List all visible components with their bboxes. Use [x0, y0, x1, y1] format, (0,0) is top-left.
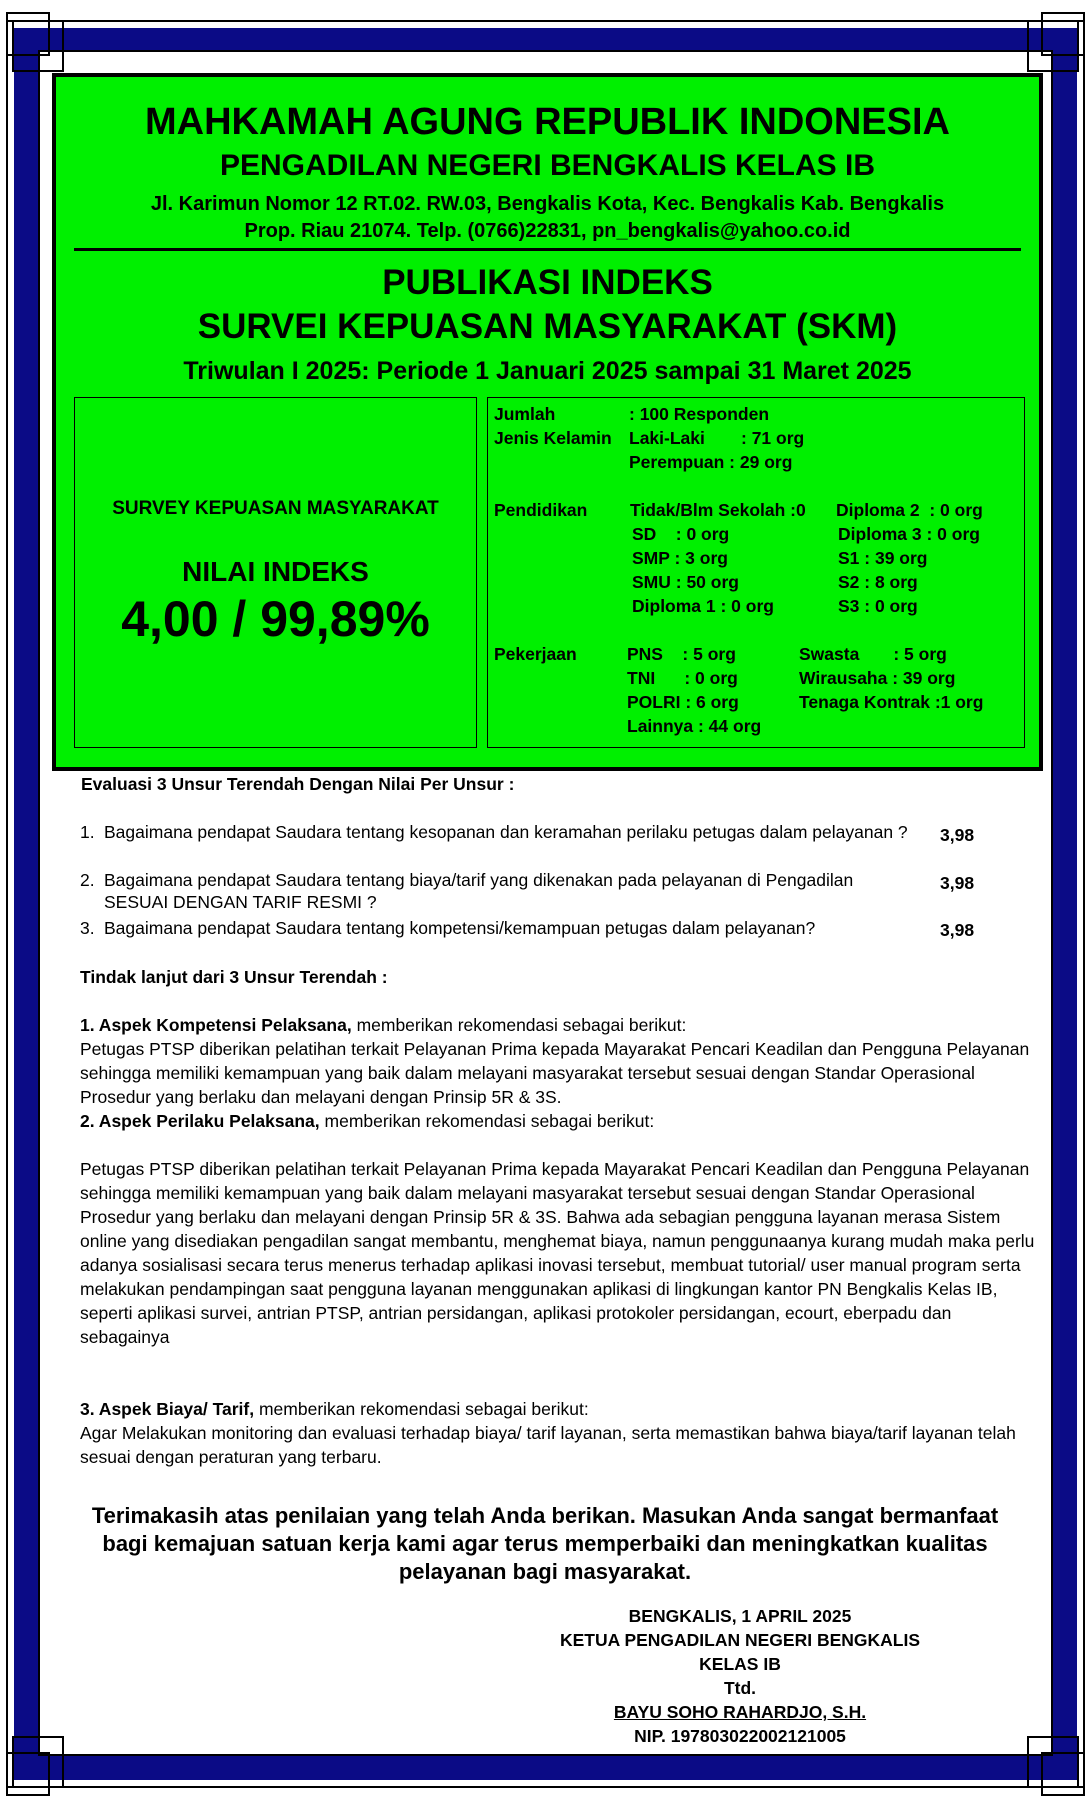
jumlah-label: Jumlah — [494, 404, 556, 424]
org-name: MAHKAMAH AGUNG REPUBLIK INDONESIA — [144, 101, 951, 143]
header-panel — [52, 73, 1043, 771]
signatory-name: BAYU SOHO RAHARDJO, S.H. — [613, 1702, 867, 1722]
evaluation-title: Evaluasi 3 Unsur Terendah Dengan Nilai Per Unsur : — [81, 774, 515, 794]
evaluation-item — [80, 821, 920, 843]
edu-item: SMU : 50 org — [632, 572, 739, 592]
aspect-1-body: Petugas PTSP diberikan pelatihan terkait Pelayanan Prima kepada Mayarakat Pencari Keadilan dan Pengguna Pelayanan sehingga memiliki kemampuan yang baik dalam melayani masyarakat tersebut sesuai dengan Standar Operasional Prosedur yang berlaku dan melayani dengan Prinsip 5R & 3S. — [80, 1039, 1030, 1107]
aspect-2-body: Petugas PTSP diberikan pelatihan terkait Pelayanan Prima kepada Mayarakat Pencari Keadilan dan Pengguna Pelayanan sehingga memiliki kemampuan yang baik dalam melayani masyarakat tersebut sesuai dengan Standar Operasional Prosedur yang berlaku dan melayani dengan Prinsip 5R & 3S. Bahwa ada sebagian pengguna layanan merasa Sistem online yang disediakan pengadilan sangat membantu, menghemat biaya, namun penggunaanya kurang mudah maka perlu adanya sosialisasi secara terus menerus terhadap aplikasi inovasi tersebut, membuat tutorial/ user manual program serta melakukan pendampingan saat pengguna layanan menggunakan aplikasi di lingkungan kantor PN Bengkalis Kelas IB, seperti aplikasi survei, antrian PTSP, antrian persidangan, aplikasi protokoler persidangan, ecourt, eberpadu dan sebagainya — [80, 1159, 1035, 1347]
aspect-1-label: 1. Aspek Kompetensi Pelaksana, — [80, 1015, 352, 1035]
jk-label: Jenis Kelamin — [494, 428, 612, 448]
corner-ornament — [12, 20, 64, 72]
signature-block — [540, 1604, 940, 1748]
job-item: TNI : 0 org — [627, 668, 738, 688]
aspect-1-heading — [80, 1013, 1040, 1037]
job-item: Wirausaha : 39 org — [799, 668, 956, 688]
edu-item: Diploma 3 : 0 org — [838, 524, 980, 544]
followup-title: Tindak lanjut dari 3 Unsur Terendah : — [80, 967, 388, 987]
period: Triwulan I 2025: Periode 1 Januari 2025 sampai 31 Maret 2025 — [183, 357, 912, 385]
laki-value: : 71 org — [741, 428, 805, 448]
aspect-2-label: 2. Aspek Perilaku Pelaksana, — [80, 1111, 320, 1131]
edu-item: S1 : 39 org — [838, 548, 928, 568]
corner-ornament — [12, 1736, 64, 1788]
edu-item: Diploma 2 : 0 org — [836, 500, 983, 520]
item-number: 2. — [80, 870, 95, 890]
ttd: Ttd. — [723, 1678, 757, 1698]
position-line-1: KETUA PENGADILAN NEGERI BENGKALIS — [559, 1630, 921, 1650]
aspect-2-heading — [80, 1109, 1040, 1133]
signatory-nip: NIP. 197803022002121005 — [634, 1726, 846, 1746]
edu-item: SD : 0 org — [632, 524, 730, 544]
place-date: BENGKALIS, 1 APRIL 2025 — [628, 1606, 852, 1626]
job-item: PNS : 5 org — [627, 644, 736, 664]
address-line-2: Prop. Riau 21074. Telp. (0766)22831, pn_bengkalis@yahoo.co.id — [244, 220, 851, 242]
aspect-3-body: Agar Melakukan monitoring dan evaluasi terhadap biaya/ tarif layanan, serta memastikan bahwa biaya/tarif layanan telah sesuai dengan peraturan yang terbaru. — [80, 1423, 1016, 1467]
address — [56, 191, 1039, 245]
thanks-message: Terimakasih atas penilaian yang telah Anda berikan. Masukan Anda sangat bermanfaat bagi kemajuan satuan kerja kami agar terus memperbaiki dan meningkatkan kualitas pelayanan bagi masyarakat. — [91, 1503, 999, 1584]
aspect-2-tail: memberikan rekomendasi sebagai berikut: — [319, 1111, 655, 1131]
item-text: Bagaimana pendapat Saudara tentang kesopanan dan keramahan perilaku petugas dalam pelayanan ? — [104, 822, 908, 842]
evaluation-item — [80, 917, 920, 939]
nilai-value: 4,00 / 99,89% — [121, 591, 430, 647]
index-box — [74, 397, 477, 748]
court-name: PENGADILAN NEGERI BENGKALIS KELAS IB — [219, 149, 876, 182]
evaluation-item — [80, 869, 920, 913]
edu-item: Diploma 1 : 0 org — [632, 596, 774, 616]
item-number: 1. — [80, 822, 95, 842]
edu-item: S2 : 8 org — [838, 572, 918, 592]
survey-label: SURVEY KEPUASAN MASYARAKAT — [112, 498, 439, 519]
item-score: 3,98 — [940, 920, 975, 940]
jumlah-value: : 100 Responden — [629, 404, 770, 424]
publication-title: PUBLIKASI INDEKS — [382, 263, 713, 302]
corner-ornament — [1027, 20, 1079, 72]
aspect-1-tail: memberikan rekomendasi sebagai berikut: — [351, 1015, 687, 1035]
job-item: Swasta : 5 org — [799, 644, 947, 664]
edu-item: S3 : 0 org — [838, 596, 918, 616]
item-score: 3,98 — [940, 873, 975, 893]
job-item: Lainnya : 44 org — [627, 716, 762, 736]
respondent-stats — [487, 397, 1025, 748]
aspect-3-heading — [80, 1397, 1040, 1421]
item-text: Bagaimana pendapat Saudara tentang kompetensi/kemampuan petugas dalam pelayanan? — [104, 918, 816, 938]
pekerjaan-label: Pekerjaan — [494, 644, 577, 664]
laki-label: Laki-Laki — [629, 428, 705, 448]
pendidikan-label: Pendidikan — [494, 500, 588, 520]
position-line-2: KELAS IB — [699, 1654, 781, 1674]
job-item: POLRI : 6 org — [627, 692, 739, 712]
address-line-1: Jl. Karimun Nomor 12 RT.02. RW.03, Bengkalis Kota, Kec. Bengkalis Kab. Bengkalis — [150, 193, 945, 215]
survey-title: SURVEI KEPUASAN MASYARAKAT (SKM) — [197, 307, 898, 346]
item-text: Bagaimana pendapat Saudara tentang biaya/tarif yang dikenakan pada pelayanan di Pengadilan SESUAI DENGAN TARIF RESMI ? — [104, 870, 854, 912]
edu-item: SMP : 3 org — [632, 548, 728, 568]
perempuan-value: Perempuan : 29 org — [629, 452, 793, 472]
job-item: Tenaga Kontrak :1 org — [799, 692, 984, 712]
item-score: 3,98 — [940, 825, 975, 845]
item-number: 3. — [80, 918, 95, 938]
aspect-3-tail: memberikan rekomendasi sebagai berikut: — [254, 1399, 589, 1419]
edu-item: Tidak/Blm Sekolah :0 — [630, 500, 806, 520]
corner-ornament — [1027, 1736, 1079, 1788]
nilai-label: NILAI INDEKS — [182, 556, 369, 587]
aspect-3-label: 3. Aspek Biaya/ Tarif, — [80, 1399, 255, 1419]
divider — [74, 248, 1021, 251]
